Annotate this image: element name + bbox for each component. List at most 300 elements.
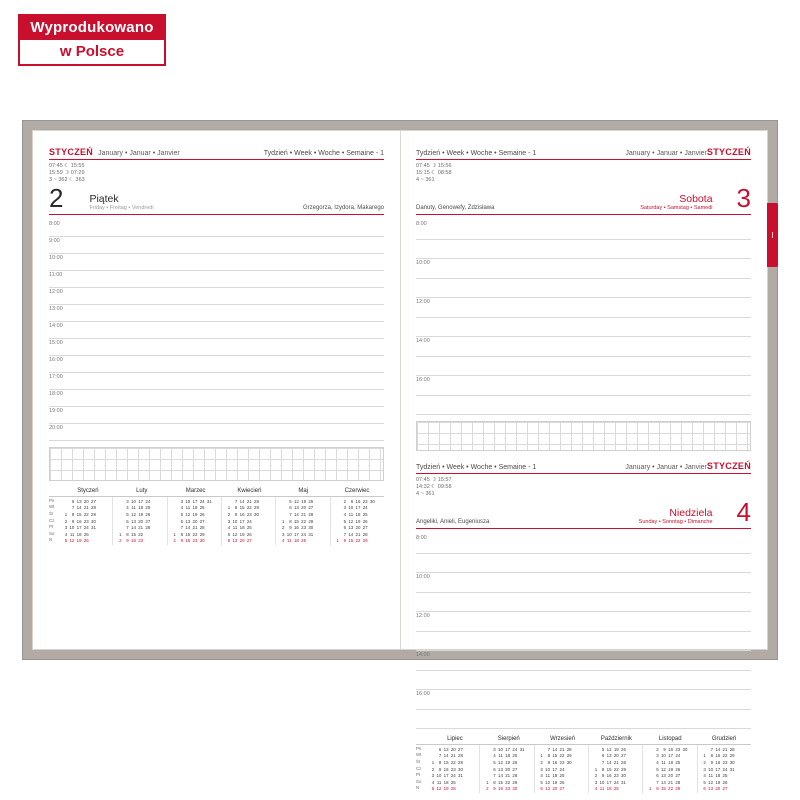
minical-day[interactable] (482, 753, 488, 758)
minical-day[interactable]: 15 (552, 753, 558, 759)
minical-day[interactable]: 24 (559, 766, 565, 772)
minical-day[interactable] (61, 505, 67, 510)
minical-day[interactable]: 7 (493, 773, 496, 779)
minical-day[interactable]: 2 (656, 746, 659, 752)
minical-day[interactable] (115, 512, 121, 517)
month-tab-january[interactable] (767, 203, 778, 267)
left-notes-grid[interactable] (49, 447, 384, 481)
minical-day[interactable]: 20 (552, 786, 558, 792)
minical-day[interactable] (369, 519, 375, 524)
minical-day[interactable]: 18 (239, 525, 245, 531)
minical-day[interactable]: 30 (199, 538, 205, 544)
minical-day[interactable]: 15 (498, 779, 503, 785)
minical-day[interactable] (369, 538, 375, 543)
minical-day[interactable]: 3 (343, 505, 347, 511)
minical-day[interactable]: 22 (505, 779, 511, 785)
hour-row[interactable] (49, 220, 384, 237)
minical-day[interactable]: 22 (301, 518, 307, 524)
minical-day[interactable]: 3 (703, 766, 706, 772)
minical-day[interactable]: 1 (64, 511, 68, 517)
minical-day[interactable]: 17 (239, 518, 245, 524)
minical-day[interactable]: 11 (708, 773, 714, 779)
minical-day[interactable]: 10 (185, 498, 191, 504)
minical-day[interactable]: 16 (668, 746, 674, 752)
minical-day[interactable] (90, 538, 96, 543)
minical-day[interactable]: 30 (254, 511, 259, 517)
minical-day[interactable]: 28 (566, 746, 572, 752)
minical-day[interactable]: 14 (131, 525, 136, 531)
minical-day[interactable]: 16 (185, 538, 191, 544)
minical-day[interactable] (61, 499, 67, 504)
minical-day[interactable]: 25 (722, 773, 728, 779)
minical-day[interactable] (428, 753, 434, 758)
minical-day[interactable]: 19 (192, 511, 198, 517)
minical-day[interactable]: 25 (613, 786, 619, 792)
minical-day[interactable]: 8 (289, 518, 292, 524)
saturday-notes-grid[interactable] (416, 421, 751, 451)
minical-day[interactable]: 7 (343, 531, 347, 537)
minical-day[interactable]: 23 (450, 766, 456, 772)
minical-day[interactable]: 1 (227, 505, 231, 511)
hour-row[interactable] (49, 407, 384, 424)
minical-day[interactable] (645, 780, 651, 785)
minical-day[interactable]: 6 (656, 773, 659, 779)
minical-day[interactable] (206, 532, 212, 537)
minical-day[interactable]: 9 (180, 538, 184, 544)
minical-day[interactable]: 11 (545, 773, 551, 779)
minical-day[interactable]: 27 (362, 525, 368, 531)
minical-day[interactable]: 4 (594, 786, 598, 792)
minical-day[interactable]: 1 (336, 538, 339, 544)
minical-day[interactable]: 24 (362, 505, 368, 511)
minical-day[interactable]: 8 (656, 786, 659, 792)
minical-day[interactable]: 20 (450, 746, 456, 752)
minical-day[interactable]: 28 (512, 773, 518, 779)
minical-day[interactable]: 1 (594, 766, 598, 772)
minical-day[interactable] (170, 519, 176, 524)
minical-day[interactable]: 21 (83, 505, 89, 511)
minical-day[interactable]: 9 (126, 538, 129, 544)
minical-day[interactable]: 27 (246, 538, 252, 544)
minical-day[interactable]: 9 (350, 498, 354, 504)
minical-month-name[interactable]: Marzec (185, 488, 206, 494)
minical-day[interactable] (645, 773, 651, 778)
minical-day[interactable] (206, 519, 212, 524)
minical-day[interactable]: 1 (282, 518, 285, 524)
minical-day[interactable]: 11 (436, 779, 442, 785)
minical-month-name[interactable]: Sierpień (497, 736, 520, 742)
minical-day[interactable] (206, 525, 212, 530)
minical-day[interactable]: 9 (663, 746, 666, 752)
hour-row[interactable] (416, 612, 751, 632)
minical-day[interactable]: 15 (348, 538, 354, 544)
minical-day[interactable]: 1 (703, 753, 706, 759)
minical-day[interactable]: 22 (355, 538, 361, 544)
minical-day[interactable]: 4 (64, 531, 68, 537)
minical-day[interactable]: 10 (660, 753, 666, 759)
minical-day[interactable]: 11 (287, 538, 292, 544)
minical-day[interactable]: 10 (348, 505, 354, 511)
minical-day[interactable] (645, 747, 651, 752)
minical-day[interactable]: 28 (362, 531, 368, 537)
minical-day[interactable]: 21 (192, 525, 198, 531)
minical-day[interactable] (728, 773, 734, 778)
minical-day[interactable] (518, 786, 524, 791)
minical-day[interactable]: 23 (505, 786, 511, 792)
minical-day[interactable]: 26 (722, 779, 728, 785)
minical-day[interactable]: 13 (708, 786, 714, 792)
hour-row[interactable] (416, 220, 751, 240)
minical-day[interactable]: 25 (675, 759, 681, 765)
minical-day[interactable]: 21 (355, 531, 361, 537)
minical-day[interactable] (681, 767, 687, 772)
minical-day[interactable] (144, 532, 150, 537)
minical-day[interactable]: 19 (76, 538, 82, 544)
minical-day[interactable]: 24 (83, 525, 89, 531)
minical-day[interactable]: 1 (649, 786, 652, 792)
minical-day[interactable]: 2 (282, 525, 285, 531)
minical-day[interactable]: 10 (545, 766, 551, 772)
minical-day[interactable] (591, 753, 597, 758)
minical-day[interactable]: 23 (362, 498, 368, 504)
minical-day[interactable]: 10 (232, 518, 238, 524)
minical-month-name[interactable]: Kwiecień (237, 488, 262, 494)
minical-month-name[interactable]: Lipiec (447, 736, 463, 742)
minical-day[interactable] (565, 767, 571, 772)
minical-day[interactable]: 31 (91, 525, 96, 531)
minical-day[interactable]: 26 (559, 779, 565, 785)
minical-day[interactable]: 13 (76, 498, 82, 504)
minical-day[interactable]: 27 (308, 505, 314, 511)
minical-day[interactable]: 23 (83, 518, 89, 524)
hour-row[interactable] (416, 337, 751, 357)
minical-day[interactable]: 14 (76, 505, 82, 511)
minical-day[interactable]: 10 (708, 766, 714, 772)
minical-day[interactable]: 12 (498, 759, 503, 765)
minical-day[interactable] (591, 747, 597, 752)
minical-day[interactable]: 17 (552, 766, 558, 772)
minical-day[interactable]: 19 (138, 511, 144, 517)
minical-day[interactable]: 27 (559, 786, 565, 792)
minical-day[interactable] (333, 499, 339, 504)
minical-day[interactable] (681, 773, 687, 778)
minical-day[interactable]: 5 (493, 759, 496, 765)
minical-day[interactable]: 9 (289, 525, 292, 531)
minical-day[interactable]: 5 (431, 786, 435, 792)
minical-day[interactable]: 23 (301, 525, 307, 531)
hour-row[interactable] (416, 651, 751, 671)
hour-row[interactable] (416, 573, 751, 593)
minical-day[interactable]: 5 (343, 518, 347, 524)
minical-day[interactable]: 7 (710, 746, 714, 752)
minical-day[interactable]: 6 (227, 538, 231, 544)
minical-day[interactable]: 8 (547, 753, 551, 759)
minical-day[interactable]: 17 (76, 525, 82, 531)
minical-day[interactable]: 13 (660, 773, 666, 779)
minical-day[interactable]: 13 (498, 766, 503, 772)
minical-day[interactable]: 20 (192, 518, 198, 524)
minical-day[interactable] (170, 512, 176, 517)
minical-day[interactable]: 20 (668, 773, 674, 779)
minical-day[interactable] (645, 753, 651, 758)
minical-day[interactable]: 29 (566, 753, 572, 759)
minical-day[interactable]: 8 (234, 505, 238, 511)
minical-day[interactable]: 18 (138, 505, 144, 511)
minical-day[interactable] (278, 505, 284, 510)
minical-day[interactable]: 28 (91, 505, 96, 511)
minical-day[interactable]: 9 (71, 518, 75, 524)
minical-day[interactable]: 5 (601, 746, 605, 752)
minical-day[interactable]: 9 (547, 759, 551, 765)
minical-day[interactable]: 9 (493, 786, 496, 792)
minical-day[interactable]: 12 (660, 766, 666, 772)
minical-day[interactable]: 26 (246, 531, 252, 537)
minical-day[interactable]: 24 (246, 518, 252, 524)
minical-day[interactable]: 5 (180, 511, 184, 517)
minical-day[interactable] (170, 499, 176, 504)
minical-day[interactable]: 21 (613, 759, 619, 765)
minical-day[interactable]: 27 (722, 786, 728, 792)
minical-day[interactable]: 14 (660, 779, 666, 785)
minical-day[interactable]: 11 (185, 505, 191, 511)
minical-day[interactable] (457, 780, 463, 785)
minical-day[interactable]: 31 (308, 531, 314, 537)
minical-month-name[interactable]: Luty (136, 488, 148, 494)
minical-day[interactable] (728, 786, 734, 791)
minical-day[interactable]: 7 (289, 511, 292, 517)
minical-day[interactable]: 10 (436, 773, 442, 779)
minical-day[interactable]: 5 (540, 779, 543, 785)
minical-day[interactable]: 6 (540, 786, 543, 792)
minical-day[interactable]: 29 (91, 511, 96, 517)
minical-day[interactable]: 29 (458, 759, 463, 765)
minical-day[interactable]: 3 (126, 498, 129, 504)
minical-day[interactable]: 15 (715, 753, 721, 759)
minical-day[interactable]: 7 (126, 525, 129, 531)
minical-day[interactable]: 2 (431, 766, 435, 772)
minical-day[interactable]: 3 (431, 773, 435, 779)
minical-day[interactable]: 14 (443, 753, 449, 759)
minical-day[interactable]: 31 (519, 746, 525, 752)
minical-day[interactable]: 30 (621, 773, 626, 779)
minical-day[interactable]: 6 (343, 525, 347, 531)
minical-day[interactable] (728, 780, 734, 785)
minical-day[interactable]: 29 (254, 505, 259, 511)
minical-day[interactable]: 9 (710, 759, 714, 765)
minical-day[interactable]: 16 (552, 759, 558, 765)
minical-day[interactable]: 8 (710, 753, 714, 759)
minical-day[interactable]: 12 (293, 498, 299, 504)
hour-row-half[interactable] (416, 593, 751, 613)
minical-day[interactable]: 31 (621, 779, 626, 785)
minical-day[interactable]: 27 (199, 518, 205, 524)
minical-day[interactable] (253, 538, 259, 543)
minical-day[interactable]: 25 (246, 525, 252, 531)
minical-day[interactable]: 7 (547, 746, 551, 752)
minical-day[interactable]: 11 (661, 759, 666, 765)
hour-row[interactable] (416, 376, 751, 396)
minical-day[interactable]: 26 (362, 518, 368, 524)
minical-day[interactable]: 15 (443, 759, 449, 765)
minical-day[interactable]: 26 (450, 786, 456, 792)
minical-day[interactable]: 30 (729, 759, 735, 765)
minical-day[interactable]: 16 (131, 538, 136, 544)
hour-row[interactable] (49, 390, 384, 407)
minical-day[interactable]: 4 (431, 779, 435, 785)
minical-day[interactable]: 16 (715, 759, 721, 765)
minical-day[interactable]: 8 (601, 766, 605, 772)
minical-day[interactable]: 4 (343, 511, 347, 517)
minical-day[interactable] (645, 760, 651, 765)
minical-day[interactable]: 7 (438, 753, 442, 759)
minical-day[interactable] (369, 525, 375, 530)
minical-day[interactable]: 6 (71, 498, 75, 504)
hour-row-half[interactable] (416, 554, 751, 574)
minical-day[interactable]: 11 (348, 511, 354, 517)
minical-day[interactable]: 27 (91, 498, 96, 504)
minical-day[interactable]: 26 (512, 759, 518, 765)
minical-month-name[interactable]: Wrzesień (550, 736, 576, 742)
minical-day[interactable]: 12 (69, 538, 75, 544)
minical-day[interactable]: 21 (505, 773, 511, 779)
minical-day[interactable]: 28 (621, 759, 626, 765)
minical-day[interactable] (518, 753, 524, 758)
minical-day[interactable]: 25 (301, 538, 307, 544)
minical-day[interactable] (90, 532, 96, 537)
minical-day[interactable]: 14 (606, 759, 612, 765)
minical-day[interactable]: 10 (69, 525, 75, 531)
minical-day[interactable]: 17 (138, 498, 144, 504)
minical-day[interactable]: 25 (362, 511, 368, 517)
minical-day[interactable]: 29 (199, 531, 205, 537)
minical-day[interactable] (565, 773, 571, 778)
minical-day[interactable]: 15 (660, 786, 666, 792)
minical-day[interactable]: 12 (232, 531, 238, 537)
minical-day[interactable] (206, 512, 212, 517)
minical-day[interactable]: 29 (621, 766, 626, 772)
hour-row[interactable] (416, 690, 751, 710)
minical-day[interactable]: 28 (675, 779, 681, 785)
minical-day[interactable]: 13 (293, 505, 299, 511)
minical-day[interactable]: 22 (138, 531, 144, 537)
minical-day[interactable] (645, 767, 651, 772)
minical-day[interactable]: 4 (493, 753, 496, 759)
minical-day[interactable] (482, 767, 488, 772)
minical-day[interactable]: 2 (119, 538, 122, 544)
minical-day[interactable] (144, 538, 150, 543)
minical-day[interactable]: 20 (138, 518, 144, 524)
minical-day[interactable]: 9 (234, 511, 238, 517)
hour-row-half[interactable] (416, 632, 751, 652)
minical-day[interactable] (206, 538, 212, 543)
minical-day[interactable] (591, 760, 597, 765)
minical-day[interactable]: 14 (498, 773, 503, 779)
minical-day[interactable]: 14 (552, 746, 558, 752)
minical-day[interactable]: 18 (443, 779, 449, 785)
minical-day[interactable]: 15 (293, 518, 299, 524)
minical-day[interactable]: 3 (282, 531, 285, 537)
minical-day[interactable]: 18 (293, 538, 299, 544)
minical-day[interactable]: 20 (355, 525, 361, 531)
minical-day[interactable]: 1 (486, 779, 489, 785)
minical-day[interactable]: 1 (119, 531, 122, 537)
minical-day[interactable]: 22 (668, 786, 674, 792)
minical-day[interactable]: 20 (239, 538, 245, 544)
minical-day[interactable]: 18 (606, 786, 612, 792)
minical-day[interactable]: 28 (729, 746, 735, 752)
minical-day[interactable]: 19 (552, 779, 558, 785)
minical-day[interactable]: 20 (613, 753, 619, 759)
hour-row-half[interactable] (416, 671, 751, 691)
minical-day[interactable]: 21 (722, 746, 728, 752)
minical-day[interactable]: 4 (227, 525, 231, 531)
minical-day[interactable] (482, 760, 488, 765)
minical-day[interactable]: 19 (355, 518, 361, 524)
minical-day[interactable]: 16 (239, 511, 245, 517)
minical-day[interactable]: 6 (180, 518, 184, 524)
minical-day[interactable]: 5 (64, 538, 68, 544)
minical-day[interactable]: 13 (545, 786, 551, 792)
minical-day[interactable]: 1 (431, 759, 435, 765)
minical-day[interactable]: 20 (83, 498, 89, 504)
minical-day[interactable]: 26 (145, 511, 151, 517)
minical-day[interactable]: 12 (436, 786, 442, 792)
minical-day[interactable]: 2 (173, 538, 176, 544)
minical-day[interactable]: 3 (180, 498, 184, 504)
minical-day[interactable]: 8 (126, 531, 129, 537)
minical-day[interactable]: 19 (715, 779, 721, 785)
hour-row[interactable] (49, 271, 384, 288)
minical-day[interactable]: 16 (498, 786, 503, 792)
minical-day[interactable]: 18 (552, 773, 558, 779)
minical-day[interactable]: 13 (606, 753, 612, 759)
hour-row[interactable] (49, 356, 384, 373)
minical-day[interactable]: 14 (293, 511, 299, 517)
minical-day[interactable]: 31 (206, 498, 212, 504)
minical-day[interactable]: 3 (656, 753, 659, 759)
minical-day[interactable]: 24 (722, 766, 728, 772)
minical-day[interactable]: 24 (675, 753, 681, 759)
minical-month-name[interactable]: Grudzień (711, 736, 737, 742)
minical-day[interactable]: 19 (505, 759, 511, 765)
minical-day[interactable] (518, 773, 524, 778)
minical-day[interactable]: 22 (559, 753, 565, 759)
minical-day[interactable]: 17 (715, 766, 721, 772)
minical-day[interactable]: 6 (493, 766, 496, 772)
minical-day[interactable]: 29 (308, 518, 314, 524)
minical-day[interactable]: 30 (512, 786, 518, 792)
minical-day[interactable]: 13 (348, 525, 354, 531)
minical-day[interactable]: 16 (76, 518, 82, 524)
minical-day[interactable]: 20 (505, 766, 511, 772)
minical-day[interactable]: 14 (348, 531, 354, 537)
minical-day[interactable]: 4 (180, 505, 184, 511)
minical-day[interactable] (115, 505, 121, 510)
minical-day[interactable]: 25 (450, 779, 456, 785)
minical-day[interactable] (428, 747, 434, 752)
minical-day[interactable] (681, 760, 687, 765)
minical-day[interactable]: 11 (232, 525, 238, 531)
hour-row[interactable] (49, 424, 384, 441)
minical-day[interactable]: 15 (239, 505, 245, 511)
minical-day[interactable]: 2 (594, 773, 598, 779)
minical-day[interactable]: 13 (443, 746, 449, 752)
minical-day[interactable]: 21 (138, 525, 144, 531)
minical-day[interactable]: 5 (289, 498, 292, 504)
minical-day[interactable]: 3 (227, 518, 231, 524)
minical-day[interactable]: 17 (355, 505, 361, 511)
minical-day[interactable]: 6 (438, 746, 442, 752)
